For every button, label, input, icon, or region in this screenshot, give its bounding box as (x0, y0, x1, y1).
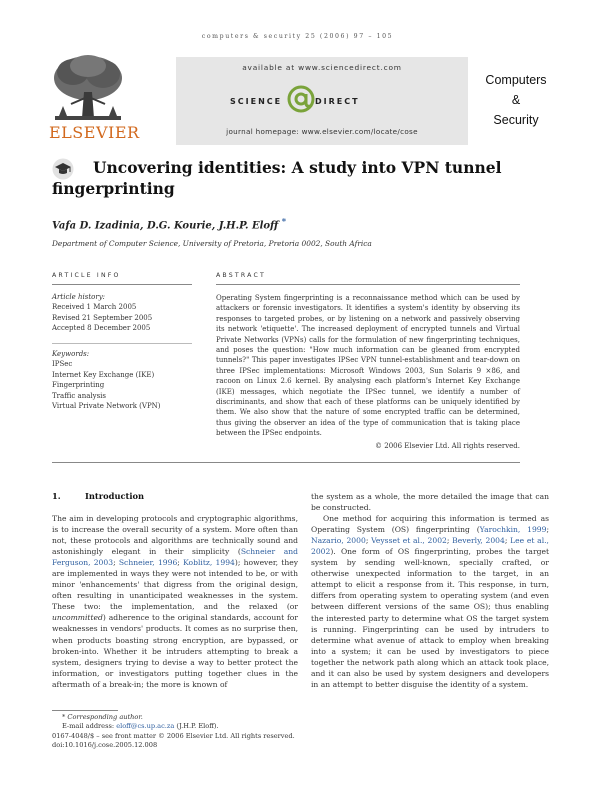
keyword: IPSec (52, 360, 73, 369)
citation-link[interactable]: Beverly, 2004 (452, 536, 505, 546)
sciencedirect-direct: DIRECT (315, 97, 360, 106)
abstract-rule (216, 284, 520, 285)
elsevier-wordmark: ELSEVIER (49, 123, 140, 142)
citation-link[interactable]: Schneier, 1996 (118, 558, 178, 568)
section-number: 1. (52, 491, 61, 501)
citation-link[interactable]: Veysset et al., 2002 (371, 536, 447, 546)
text-run: ; (546, 525, 550, 535)
author-list (52, 216, 286, 231)
article-info-heading: ARTICLE INFO (52, 272, 121, 279)
corresponding-author-mark[interactable]: * (281, 216, 287, 226)
text-run: One method for acquiring this information is termed as Operating System (OS) fingerprinting ( (311, 514, 549, 535)
keywords-label: Keywords: (52, 350, 90, 358)
abstract-text: Operating System fingerprinting is a reconnaissance method which can be used by attackers or forensic investigators. It identifies a system's identity by observing its responses to targeted probes, or by listening on a network and passively observing its network 'etiquette'. The increased deployment of encrypted tunnels and Virtual Private Networks (VPNs) calls for the formulation of new fingerprinting techniques, and poses the question: "How much information can be gleaned from encrypted tunnels?" This paper investigates IPSec VPN tunnel-establishment and tear-down on three IPSec implementations: Microsoft Windows 2003, Sun Solaris 9 ×86, and racoon on Linux 2.6 kernel. By analysing each platform's Internet Key Exchange (IKE) messages, which negotiate the IPSec tunnel, we identify a number of discriminants, and show that each of these platforms can be uniquely identified by them. We also show that the nature of some encrypted traffic can be determined, thus giving the observer an idea of the type of communication that is taking place between the IPSec endpoints. (216, 294, 520, 438)
text-run: ; (446, 536, 453, 546)
affiliation: Department of Computer Science, University of Pretoria, Pretoria 0002, South Africa (52, 239, 372, 248)
keyword: Virtual Private Network (VPN) (52, 402, 161, 411)
email-link[interactable]: eloff@cs.up.ac.za (116, 722, 175, 731)
history-item: Received 1 March 2005 (52, 303, 137, 312)
paragraph (52, 513, 298, 690)
paragraph (311, 513, 549, 690)
citation-link[interactable]: Lee et al., 2002 (311, 536, 549, 557)
abstract-copyright: © 2006 Elsevier Ltd. All rights reserved. (375, 442, 520, 450)
authors-text: Vafa D. Izadinia, D.G. Kourie, J.H.P. Eloff (52, 220, 279, 232)
article-info-rule (52, 284, 192, 285)
sciencedirect-at-icon (287, 85, 315, 113)
section-title: Introduction (85, 491, 145, 501)
email-suffix: (J.H.P. Eloff). (174, 722, 219, 731)
footnote-rule (52, 710, 118, 711)
paragraph: the system as a whole, the more detailed the image that can be constructed. (311, 492, 549, 513)
text-run: The aim in developing protocols and cryptographic algorithms, is to increase the overall security of a system. More often than not, these protocols and algorithms are technically sound and astonishingly elegant in their simplicity ( (52, 514, 298, 557)
issn-line: 0167-4048/$ – see front matter © 2006 Elsevier Ltd. All rights reserved. (52, 731, 295, 740)
footnotes (52, 713, 295, 750)
text-run: ); however, they are implemented in ways they were not intended to be, or with minor 'enhancements' that digress from the original design, often resulting in unanticipated weaknesses in the system. These two: the implementation, and the relaxed (or (52, 558, 299, 612)
section-heading (52, 491, 144, 501)
citation-link[interactable]: Schneier and Ferguson, 2003 (52, 547, 298, 568)
text-run: ; (365, 536, 372, 546)
sciencedirect-science: SCIENCE (230, 97, 283, 106)
article-history (52, 292, 152, 334)
keyword: Traffic analysis (52, 391, 107, 400)
emphasis: uncommitted (52, 613, 103, 623)
body-left-column (52, 513, 298, 690)
doi-line[interactable]: doi:10.1016/j.cose.2005.12.008 (52, 740, 158, 749)
journal-title-line: Computers (485, 73, 547, 87)
journal-homepage: journal homepage: www.elsevier.com/locate/cose (226, 127, 418, 136)
availability-line: available at www.sciencedirect.com (242, 63, 402, 72)
article-info-divider (52, 343, 192, 344)
text-run: ) adherence to the original standards, account for weaknesses in vendors' products. It comes as no surprise then, when products boasting strong encryption, are bypassed, or broken-into. Whether it be intruders attempting to break a system, designers trying to devise a way to better protect the information, or investigators putting together clues in the aftermath of a break-in; the more is known of (52, 613, 298, 689)
keyword: Internet Key Exchange (IKE) (52, 370, 155, 379)
corresponding-author-note: * Corresponding author. (62, 713, 143, 721)
text-run: ; (113, 558, 119, 568)
journal-title-line: & (511, 93, 521, 107)
abstract-bottom-rule (52, 462, 520, 463)
text-run: ; (504, 536, 511, 546)
text-run: ; (177, 558, 184, 568)
keywords (52, 349, 161, 411)
email-note (52, 722, 295, 731)
history-item: Accepted 8 December 2005 (52, 324, 151, 333)
history-label: Article history: (52, 293, 106, 301)
article-title: Uncovering identities: A study into VPN tunnel fingerprinting (52, 158, 502, 198)
abstract-heading: ABSTRACT (216, 272, 266, 279)
text-run: ). One form of OS fingerprinting, probes the target system by sending well-known, specially crafted, or otherwise unexpected information to the target, in an attempt to elicit a response from it. This response, in turn, differs from operating system to operating system (and even between different versions of the same OS); thus enabling the interested party to determine what OS the target system is running. Fingerprinting can be used by intruders to determine what avenue of attack to employ when breaking into a system; it can be used by investigators to piece together the network path along which an attack took place, and it can also be used by system designers and developers in an attempt to better disguise the identity of a system. (311, 547, 549, 689)
journal-title (470, 70, 562, 130)
email-label: E-mail address: (62, 722, 117, 731)
keyword: Fingerprinting (52, 381, 105, 390)
history-item: Revised 21 September 2005 (52, 313, 153, 322)
journal-title-line: Security (493, 113, 539, 127)
running-head: computers & security 25 (2006) 97 – 105 (201, 33, 394, 40)
body-right-column (311, 491, 549, 690)
citation-link[interactable]: Koblitz, 1994 (183, 558, 235, 568)
citation-link[interactable]: Nazario, 2000 (311, 536, 366, 546)
citation-link[interactable]: Yarochkin, 1999 (479, 525, 547, 535)
